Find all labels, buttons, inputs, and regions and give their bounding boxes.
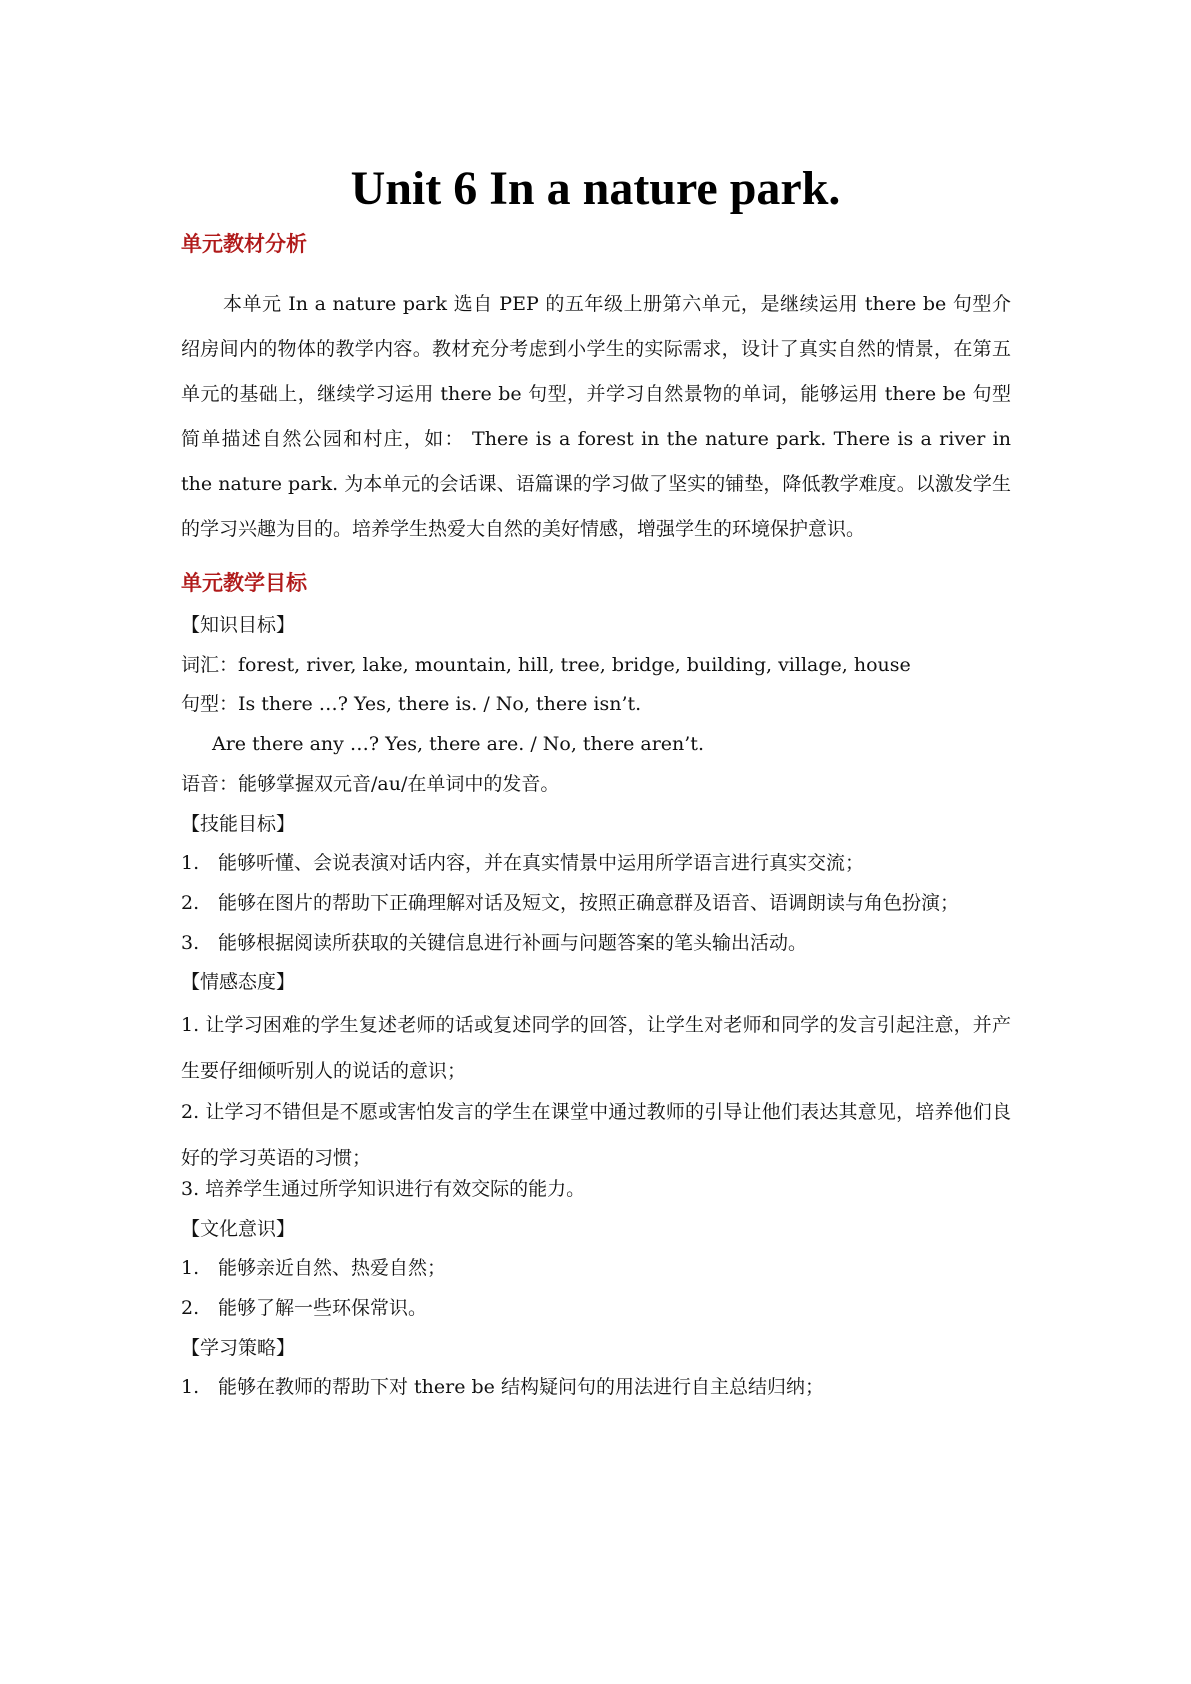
attitude-label: 【情感态度】	[181, 971, 296, 993]
attitude-item: 1. 让学习困难的学生复述老师的话或复述同学的回答，让学生对老师和同学的发言引起注意，并产生要仔细倾听别人的说话的意识；	[181, 1014, 1011, 1082]
skill-item-number: 1.	[181, 852, 200, 874]
culture-item-text: 能够了解一些环保常识。	[218, 1297, 428, 1319]
skill-item	[181, 889, 959, 917]
skill-item-number: 3.	[181, 932, 200, 954]
culture-item	[181, 1254, 446, 1282]
skill-item	[181, 849, 864, 877]
sentence-pattern-line: 句型：Is there …? Yes, there is. / No, there isn’t.	[181, 693, 642, 715]
attitude-item: 2. 让学习不错但是不愿或害怕发言的学生在课堂中通过教师的引导让他们表达其意见，培养他们良好的学习英语的习惯；	[181, 1101, 1011, 1169]
section-heading-goals: 单元教学目标	[181, 571, 307, 595]
culture-item-number: 2.	[181, 1297, 200, 1319]
strategy-label: 【学习策略】	[181, 1337, 296, 1359]
skill-item-text: 能够根据阅读所获取的关键信息进行补画与问题答案的笔头输出活动。	[218, 932, 808, 954]
skill-item-text: 能够在图片的帮助下正确理解对话及短文，按照正确意群及语音、语调朗读与角色扮演；	[218, 892, 960, 914]
sentence-pattern-line-2: Are there any …? Yes, there are. / No, there aren’t.	[212, 733, 704, 755]
knowledge-goals-label: 【知识目标】	[181, 614, 296, 636]
section-heading-analysis: 单元教材分析	[181, 232, 307, 256]
skill-item-text: 能够听懂、会说表演对话内容，并在真实情景中运用所学语言进行真实交流；	[218, 852, 865, 874]
strategy-item-number: 1.	[181, 1376, 200, 1398]
analysis-paragraph: 本单元 In a nature park 选自 PEP 的五年级上册第六单元，是继续运用 there be 句型介绍房间内的物体的教学内容。教材充分考虑到小学生的实际需求，设计了真实自然的情景，在第五单元的基础上，继续学习运用 there be 句型，并学习自然景物的单词，能够运用 there be 句型简单描述自然公园和村庄，如： There is a forest in the nature park. There is a river in the nature park. 为本单元的会话课、语篇课的学习做了坚实的铺垫，降低教学难度。以激发学生的学习兴趣为目的。培养学生热爱大自然的美好情感，增强学生的环境保护意识。	[181, 293, 1011, 540]
strategy-item-text: 能够在教师的帮助下对 there be 结构疑问句的用法进行自主总结归纳；	[218, 1376, 824, 1398]
culture-item-text: 能够亲近自然、热爱自然；	[218, 1257, 447, 1279]
vocabulary-line: 词汇：forest, river, lake, mountain, hill, tree, bridge, building, village, house	[181, 654, 911, 676]
phonics-line: 语音：能够掌握双元音/au/在单词中的发音。	[181, 773, 560, 795]
culture-item-number: 1.	[181, 1257, 200, 1279]
attitude-item: 3. 培养学生通过所学知识进行有效交际的能力。	[181, 1178, 586, 1200]
strategy-item	[181, 1373, 824, 1401]
culture-label: 【文化意识】	[181, 1218, 296, 1240]
skill-item-number: 2.	[181, 892, 200, 914]
skill-item	[181, 929, 807, 957]
skill-goals-label: 【技能目标】	[181, 813, 296, 835]
document-title: Unit 6 In a nature park.	[350, 162, 841, 215]
culture-item	[181, 1294, 427, 1322]
